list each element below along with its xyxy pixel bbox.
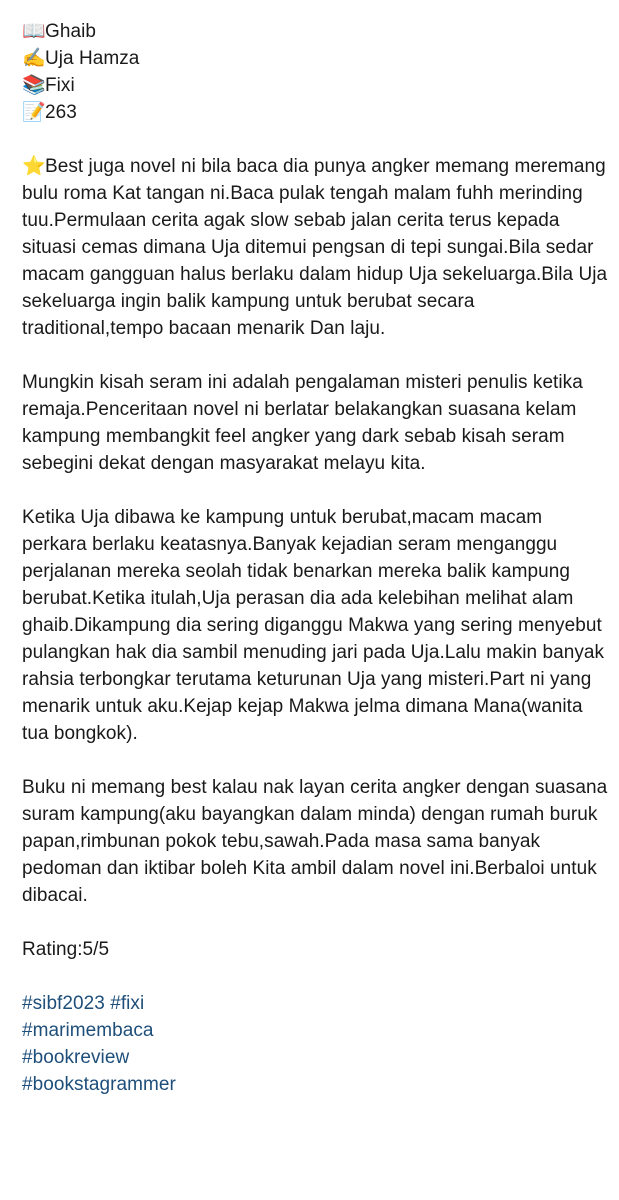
star-icon: ⭐ xyxy=(22,155,46,177)
book-publisher: Fixi xyxy=(45,75,75,96)
memo-icon: 📝 xyxy=(22,101,46,123)
post-body xyxy=(22,18,612,1098)
review-paragraph-4: Buku ni memang best kalau nak layan cerita angker dengan suasana suram kampung(aku bayangkan dalam minda) dengan rumah buruk papan,rimbunan pokok tebu,sawah.Pada masa sama banyak pedoman dan iktibar boleh Kita ambil dalam novel ini.Berbaloi untuk dibacai. xyxy=(22,777,608,906)
spacer xyxy=(22,477,612,504)
hashtag-line xyxy=(22,1071,612,1098)
meta-pages-line xyxy=(22,99,612,126)
book-author: Uja Hamza xyxy=(45,48,140,69)
spacer xyxy=(22,126,612,153)
hashtag-link[interactable]: #sibf2023 xyxy=(22,993,105,1014)
hashtag-line xyxy=(22,990,612,1017)
hashtag-link[interactable]: #bookreview xyxy=(22,1047,130,1068)
rating-text: Rating:5/5 xyxy=(22,939,110,960)
spacer xyxy=(22,909,612,936)
spacer xyxy=(22,963,612,990)
meta-publisher-line xyxy=(22,72,612,99)
hashtag-line xyxy=(22,1017,612,1044)
hashtag-link[interactable]: #marimembaca xyxy=(22,1020,154,1041)
spacer xyxy=(22,747,612,774)
review-paragraph-2: Mungkin kisah seram ini adalah pengalaman misteri penulis ketika remaja.Penceritaan novel ni berlatar belakangkan suasana kelam kampung membangkit feel angker yang dark sebab kisah seram sebegini dekat dengan masyarakat melayu kita. xyxy=(22,372,583,474)
hashtag-list xyxy=(22,990,612,1098)
meta-title-line xyxy=(22,18,612,45)
book-title: Ghaib xyxy=(45,21,96,42)
review-paragraph-3: Ketika Uja dibawa ke kampung untuk berubat,macam macam perkara berlaku keatasnya.Banyak kejadian seram menganggu perjalanan mereka seolah tidak benarkan mereka balik kampung berubat.Ketika itulah,Uja perasan dia ada kelebihan melihat alam ghaib.Dikampung dia sering diganggu Makwa yang sering menyebut pulangkan hak dia sambil menuding jari pada Uja.Lalu makin banyak rahsia terbongkar terutama keturunan Uja yang misteri.Part ni yang menarik untuk aku.Kejap kejap Makwa jelma dimana Mana(wanita tua bongkok). xyxy=(22,507,605,744)
writing-hand-icon: ✍️ xyxy=(22,47,46,69)
books-icon: 📚 xyxy=(22,74,46,96)
review-paragraph-1: ⭐Best juga novel ni bila baca dia punya angker memang meremang bulu roma Kat tangan ni.Baca pulak tengah malam fuhh merinding tuu.Permulaan cerita agak slow sebab jalan cerita terus kepada situasi cemas dimana Uja ditemui pengsan di tepi sungai.Bila sedar macam gangguan halus berlaku dalam hidup Uja sekeluarga.Bila Uja sekeluarga ingin balik kampung untuk berubat secara traditional,tempo bacaan menarik Dan laju. xyxy=(22,155,608,339)
spacer xyxy=(22,342,612,369)
meta-author-line xyxy=(22,45,612,72)
hashtag-link[interactable]: #bookstagrammer xyxy=(22,1074,176,1095)
hashtag-link[interactable]: #fixi xyxy=(110,993,145,1014)
open-book-icon: 📖 xyxy=(22,20,46,42)
book-pages: 263 xyxy=(45,102,77,123)
hashtag-line xyxy=(22,1044,612,1071)
